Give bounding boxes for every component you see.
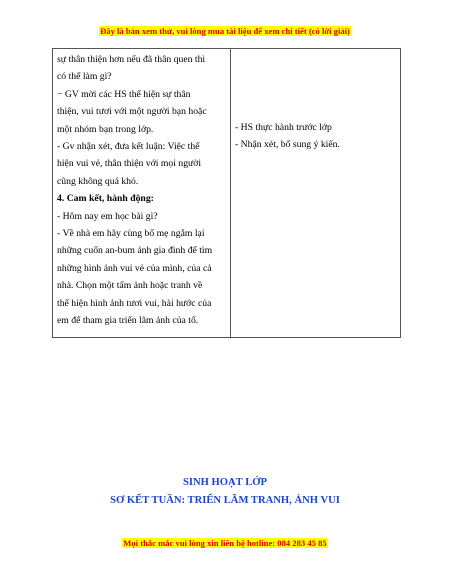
text-line: - Hôm nay em học bài gì?: [57, 210, 158, 222]
text-line: những cuốn an-bum ảnh gia đình để tìm: [57, 245, 213, 257]
text-line: một nhóm bạn trong lớp.: [57, 123, 154, 135]
preview-notice-banner: [0, 26, 450, 36]
teacher-activity-cell: [53, 49, 231, 338]
hotline-text: Mọi thắc mắc vui lòng xin liên hệ hotline: 084 283 45 85: [123, 538, 327, 548]
text-line: những hình ảnh vui vẻ của mình, của cả: [57, 262, 212, 274]
hotline-banner: [0, 538, 450, 548]
text-line: - Về nhà em hãy cùng bố mẹ ngắm lại: [57, 228, 205, 240]
text-line: cũng không quá khó.: [57, 175, 139, 187]
text-line: - HS thực hành trước lớp: [235, 122, 332, 133]
text-line: - Nhận xét, bổ sung ý kiến.: [235, 139, 340, 151]
section-title: SINH HOẠT LỚP: [183, 477, 267, 488]
section-subtitle: SƠ KẾT TUẦN: TRIỂN LÃM TRANH, ẢNH VUI: [110, 495, 340, 506]
text-line: sự thân thiện hơn nếu đã thân quen thì: [57, 54, 206, 65]
text-line: em để tham gia triển lãm ảnh của tổ.: [57, 315, 199, 327]
text-line: thể hiện hình ảnh tươi vui, hài hước của: [57, 297, 212, 309]
text-line: thiện, vui tươi với một người bạn hoặc: [57, 106, 207, 118]
text-line: - Gv nhận xét, đưa kết luận: Việc thể: [57, 141, 200, 153]
text-line: hiện vui vẻ, thân thiện với mọi người: [57, 158, 202, 170]
text-line: có thể làm gì?: [57, 71, 112, 83]
text-line: − GV mời các HS thể hiện sự thân: [57, 88, 191, 100]
student-activity-cell: [231, 49, 401, 338]
section-heading: 4. Cam kết, hành động:: [57, 193, 154, 205]
preview-notice-text: Đây là bản xem thử, vui lòng mua tài liệu để xem chi tiết (có lời giải): [100, 26, 350, 36]
text-line: nhà. Chọn một tấm ảnh hoặc tranh về: [57, 280, 203, 292]
lesson-plan-table: [52, 48, 401, 338]
table-row: [53, 49, 401, 338]
